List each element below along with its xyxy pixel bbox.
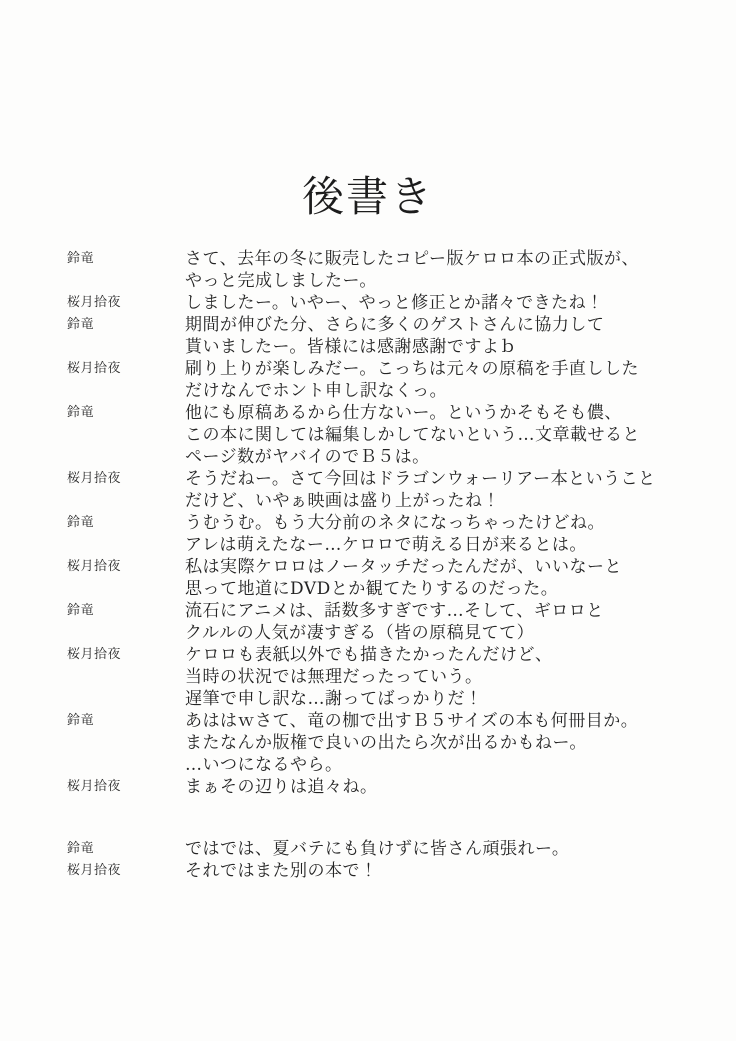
speaker-name: 桜月拾夜 — [67, 647, 122, 662]
dialogue-text — [185, 314, 687, 358]
dialogue-row — [67, 860, 687, 882]
dialogue-text — [185, 292, 687, 314]
dialogue-line: ではでは、夏バテにも負けずに皆さん頑張れー。 — [185, 839, 570, 859]
dialogue-text — [185, 512, 687, 556]
dialogue-line: またなんか版権で良いの出たら次が出るかもねー。 — [185, 733, 587, 753]
dialogue-row — [67, 512, 687, 556]
speaker-name: 桜月拾夜 — [67, 779, 122, 794]
dialogue-line: 貰いましたー。皆様には感謝感謝ですよｂ — [185, 337, 517, 357]
speaker-name: 鈴竜 — [67, 713, 95, 728]
dialogue-row — [67, 402, 687, 468]
dialogue-line: うむうむ。もう大分前のネタになっちゃったけどね。 — [185, 513, 605, 533]
dialogue-text — [185, 402, 687, 468]
section-gap — [67, 798, 687, 838]
dialogue-line: やっと完成しましたー。 — [185, 271, 377, 291]
speaker-name: 桜月拾夜 — [67, 471, 122, 486]
speaker-name: 桜月拾夜 — [67, 295, 122, 310]
dialogue-row — [67, 710, 687, 776]
dialogue-line: ケロロも表紙以外でも描きたかったんだけど、 — [185, 645, 553, 665]
dialogue-line: まぁその辺りは追々ね。 — [185, 777, 378, 797]
dialogue-row — [67, 644, 687, 710]
dialogue-line: だけど、いやぁ映画は盛り上がったね！ — [185, 491, 500, 511]
dialogue-text — [185, 468, 687, 512]
dialogue-text — [185, 358, 687, 402]
dialogue-line: クルルの人気が凄すぎる（皆の原稿見てて） — [185, 623, 535, 643]
dialogue-line: しましたー。いやー、やっと修正とか諸々できたね！ — [185, 293, 604, 313]
dialogue-row — [67, 248, 687, 292]
speaker-name: 桜月拾夜 — [67, 863, 122, 878]
dialogue-line: さて、去年の冬に販売したコピー版ケロロ本の正式版が、 — [185, 249, 639, 269]
speaker-name: 桜月拾夜 — [67, 361, 122, 376]
dialogue-line: 期間が伸びた分、さらに多くのゲストさんに協力して — [185, 315, 605, 335]
dialogue-row — [67, 358, 687, 402]
speaker-name: 鈴竜 — [67, 405, 95, 420]
speaker-name: 桜月拾夜 — [67, 559, 122, 574]
dialogue-line: あははｗさて、竜の枷で出すＢ５サイズの本も何冊目か。 — [185, 711, 639, 731]
dialogue-line: この本に関しては編集しかしてないという…文章載せると — [185, 425, 640, 445]
dialogue-line: アレは萌えたなー…ケロロで萌える日が来るとは。 — [185, 535, 587, 555]
dialogue-section-closing — [67, 838, 687, 882]
dialogue-line: 刷り上りが楽しみだー。こっちは元々の原稿を手直しした — [185, 359, 639, 379]
dialogue-area — [67, 248, 687, 882]
speaker-name: 鈴竜 — [67, 251, 95, 266]
dialogue-row — [67, 314, 687, 358]
dialogue-line: 当時の状況では無理だったっていう。 — [185, 667, 483, 687]
dialogue-text — [185, 644, 687, 710]
dialogue-text — [185, 776, 687, 798]
dialogue-text — [185, 248, 687, 292]
dialogue-row — [67, 468, 687, 512]
dialogue-section-main — [67, 248, 687, 798]
dialogue-row — [67, 600, 687, 644]
page-title: 後書き — [301, 172, 434, 222]
dialogue-line: …いつになるやら。 — [185, 755, 343, 775]
speaker-name: 鈴竜 — [67, 317, 95, 332]
dialogue-text — [185, 710, 687, 776]
dialogue-line: 流石にアニメは、話数多すぎです…そして、ギロロと — [185, 601, 604, 621]
dialogue-row — [67, 292, 687, 314]
speaker-name: 鈴竜 — [67, 603, 95, 618]
dialogue-row — [67, 838, 687, 860]
dialogue-line: だけなんでホント申し訳なくっ。 — [185, 381, 448, 401]
dialogue-text — [185, 860, 687, 882]
dialogue-line: そうだねー。さて今回はドラゴンウォーリアー本ということ — [185, 469, 656, 489]
dialogue-line: それではまた別の本で！ — [185, 861, 378, 881]
dialogue-row — [67, 556, 687, 600]
dialogue-text — [185, 556, 687, 600]
speaker-name: 鈴竜 — [67, 515, 95, 530]
dialogue-line: 遅筆で申し訳な…謝ってばっかりだ！ — [185, 689, 483, 709]
dialogue-line: 他にも原稿あるから仕方ないー。というかそもそも儂、 — [185, 403, 622, 423]
dialogue-text — [185, 838, 687, 860]
dialogue-text — [185, 600, 687, 644]
dialogue-line: 私は実際ケロロはノータッチだったんだが、いいなーと — [185, 557, 622, 577]
dialogue-line: 思って地道にDVDとか観てたりするのだった。 — [185, 579, 559, 599]
dialogue-line: ページ数がヤバイのでＢ５は。 — [185, 447, 430, 467]
dialogue-row — [67, 776, 687, 798]
speaker-name: 鈴竜 — [67, 841, 95, 856]
